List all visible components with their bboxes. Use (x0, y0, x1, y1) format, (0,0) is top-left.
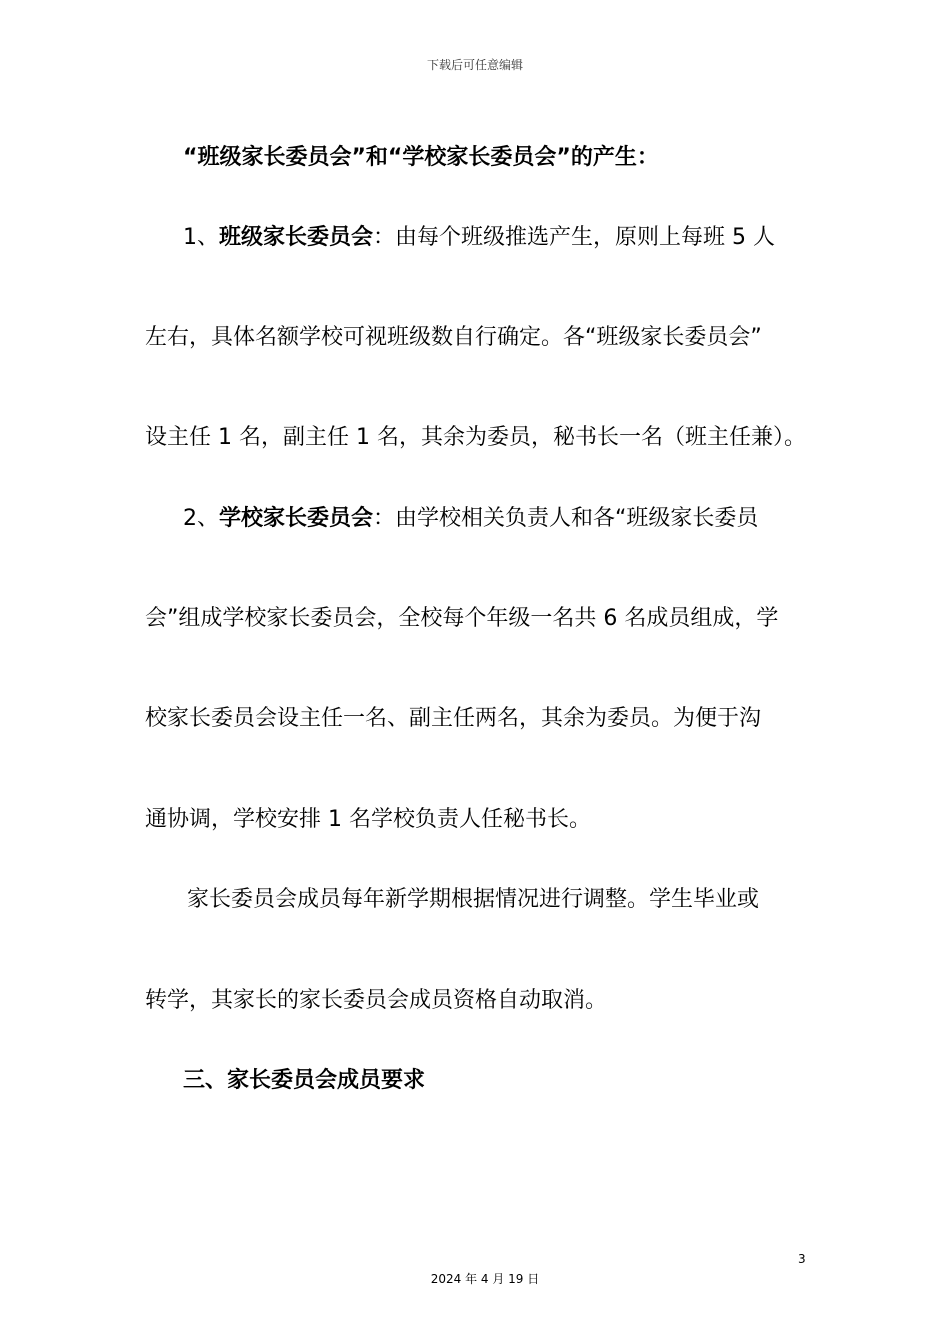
item2-heading: 学校家长委员会 (219, 506, 374, 531)
para3-line1: 家长委员会成员每年新学期根据情况进行调整。学生毕业或 (187, 887, 760, 912)
footer-date: 2024 年 4 月 19 日 (430, 1272, 540, 1286)
item2-line1 (183, 504, 758, 534)
item2-line4: 通协调，学校安排 1 名学校负责人任秘书长。 (145, 807, 591, 832)
item2-line3: 校家长委员会设主任一名、副主任两名，其余为委员。为便于沟 (145, 706, 762, 731)
item2-number: 2、 (183, 506, 219, 531)
item1-line2: 左右，具体名额学校可视班级数自行确定。各“班级家长委员会” (145, 325, 762, 350)
item1-line1 (183, 223, 775, 253)
item1-number: 1、 (183, 225, 219, 250)
section-title: “班级家长委员会”和“学校家长委员会”的产生： (183, 145, 659, 170)
item1-line3: 设主任 1 名，副主任 1 名，其余为委员，秘书长一名（班主任兼）。 (145, 425, 806, 450)
item1-heading: 班级家长委员会 (219, 225, 374, 250)
page-header: 下载后可任意编辑 (426, 58, 523, 72)
page-number: 3 (798, 1252, 806, 1266)
item1-line1-text: ：由每个班级推选产生，原则上每班 5 人 (373, 225, 776, 250)
para3-line2: 转学，其家长的家长委员会成员资格自动取消。 (145, 988, 608, 1013)
item2-line2: 会”组成学校家长委员会，全校每个年级一名共 6 名成员组成，学 (145, 606, 779, 631)
section-heading: 三、家长委员会成员要求 (183, 1068, 426, 1093)
item2-line1-text: ：由学校相关负责人和各“班级家长委员 (373, 506, 759, 531)
